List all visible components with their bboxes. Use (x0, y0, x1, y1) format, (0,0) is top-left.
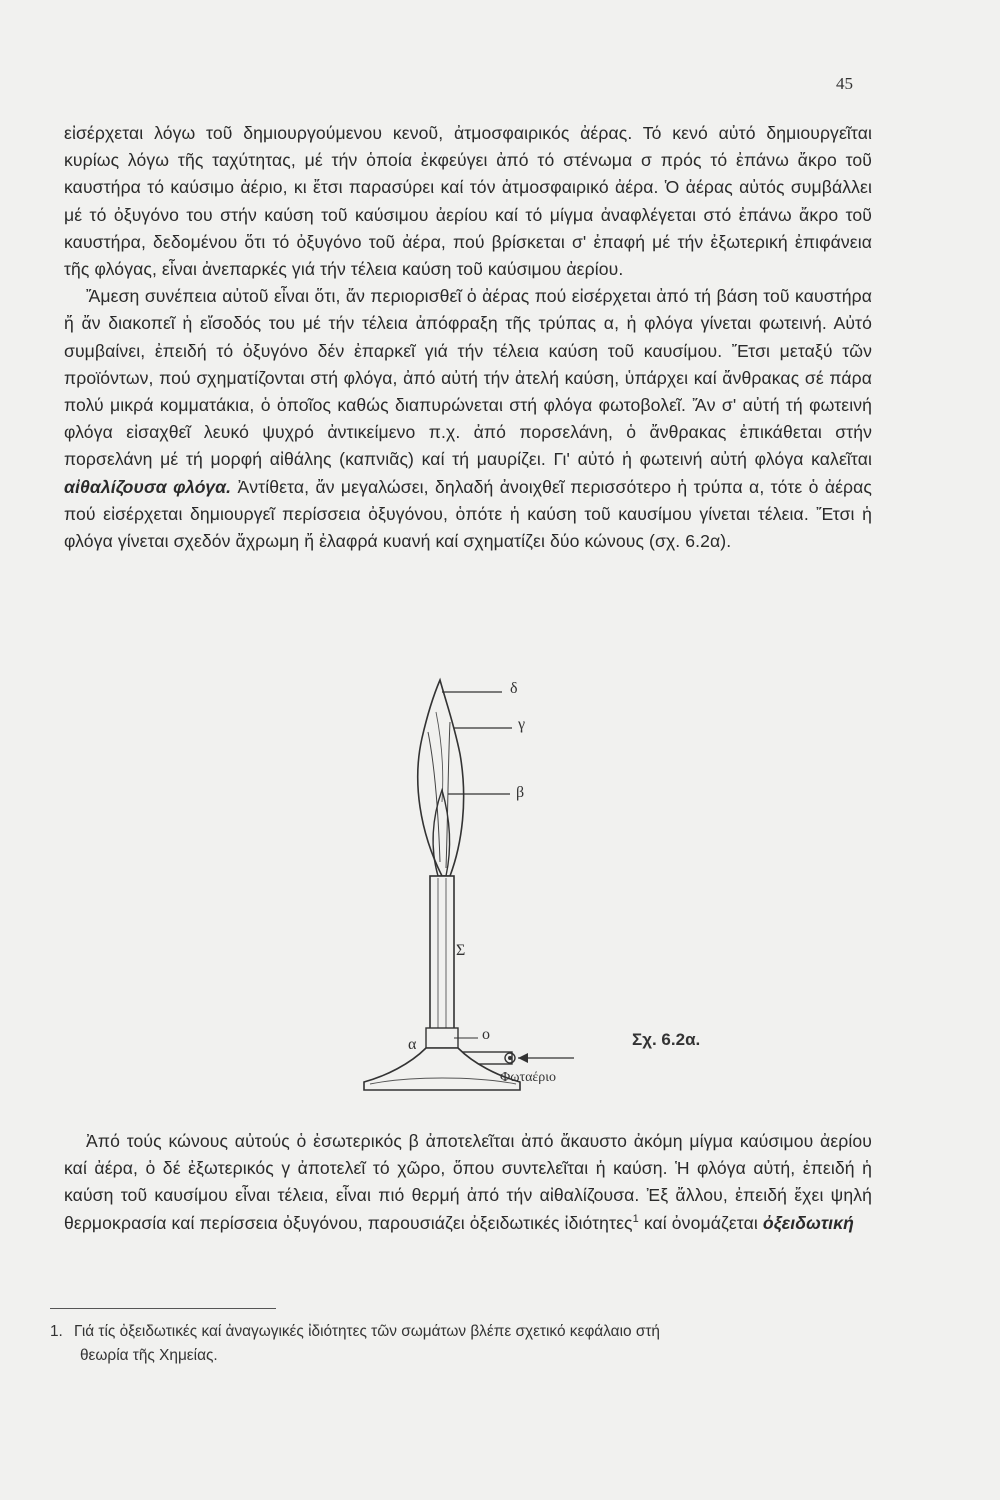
footnote-marker[interactable]: 1 (632, 1212, 639, 1225)
label-sigma: Σ (456, 942, 466, 959)
paragraph-2: Ἄμεση συνέπεια αὐτοῦ εἶναι ὅτι, ἄν περιορισθεῖ ὁ ἀέρας πού εἰσέρχεται ἀπό τή βάση τοῦ καυστήρα ἤ ἄν διακοπεῖ ἡ εἴσοδός του μέ τήν τέλεια ἀπόφραξη τῆς τρύπας α, ἡ φλόγα γίνεται φωτεινή. Αὐτό συμβαίνει, ἐπειδή τό ὀξυγόνο δέν ἐπαρκεῖ γιά τήν τέλεια καύση τοῦ καυσίμου. Ἔτσι μεταξύ τῶν προϊόντων, πού σχηματίζονται στή φλόγα, ἀπό αὐτή τήν ἀτελή καύση, ὑπάρχει καί ἄνθρακας σέ πάρα πολύ μικρά κομματάκια, ὁ ὁποῖος καθώς διαπυρώνεται στή φλόγα φωτοβολεῖ. Ἄν σ' αὐτή τή φωτεινή φλόγα εἰσαχθεῖ λευκό ψυχρό ἀντικείμενο π.χ. ἀπό πορσελάνη, ὁ ἄνθρακας ἐπικάθεται στήν πορσελάνη μέ τή μορφή αἰθάλης (καπνιᾶς) καί τή μαυρίζει. Γι' αὐτό ἡ φωτεινή αὐτή φλόγα καλεῖται αἰθαλίζουσα φλόγα. Ἀντίθετα, ἄν μεγαλώσει, δηλαδή ἀνοιχθεῖ περισσότερο ἡ τρύπα α, τότε ὁ ἀέρας πού εἰσέρχεται δημιουργεῖ περίσσεια ὀξυγόνου, ὁπότε ἡ καύση τοῦ καυσίμου γίνεται τέλεια. Ἔτσι ἡ φλόγα γίνεται σχεδόν ἄχρωμη ἤ ἐλαφρά κυανή καί σχηματίζει δύο κώνους (σχ. 6.2α). (64, 286, 872, 552)
footnote-line-2: θεωρία τῆς Χημείας. (80, 1347, 218, 1364)
figure-caption: Σχ. 6.2α. (632, 1030, 701, 1049)
term-sooty-flame: αἰθαλίζουσα φλόγα. (64, 476, 232, 497)
footnote-number: 1. (50, 1323, 63, 1340)
body-text-top (64, 120, 872, 555)
paragraph-3: Ἀπό τούς κώνους αὐτούς ὁ ἐσωτερικός β ἀποτελεῖται ἀπό ἄκαυστο ἀκόμη μίγμα καύσιμου ἀερίου καί ἀέρα, ὁ δέ ἐξωτερικός γ ἀποτελεῖ τό χῶρο, ὅπου συντελεῖται ἡ καύση. Ἡ φλόγα αὐτή, ἐπειδή ἡ καύση τοῦ καυσίμου εἶναι τέλεια, εἶναι πιό θερμή ἀπό τήν αἰθαλίζουσα. Ἐξ ἄλλου, ἐπειδή ἔχει ψηλή θερμοκρασία καί περίσσεια ὀξυγόνου, παρουσιάζει ὀξειδωτικές ἰδιότητες$^1$ καί ὀνομάζεται ὀξειδωτική (64, 1131, 872, 1233)
flame-streak (428, 732, 440, 862)
label-delta: δ (510, 680, 518, 697)
label-beta: β (516, 784, 525, 801)
paragraph-1: εἰσέρχεται λόγω τοῦ δημιουργούμενου κενοῦ, ἀτμοσφαιρικός ἀέρας. Τό κενό αὐτό δημιουργεῖται κυρίως λόγω τῆς ταχύτητας, μέ τήν ὁποία ἐκφεύγει ἀπό τό στένωμα σ πρός τό ἐπάνω ἄκρο τοῦ καυστήρα τό καύσιμο ἀέριο, κι ἔτσι παρασύρει καί τόν ἀτμοσφαιρικό ἀέρα. Ὁ ἀέρας αὐτός συμβάλλει μέ τό ὀξυγόνο του στήν καύση τοῦ καύσιμου ἀερίου καί τό μίγμα ἀναφλέγεται στό ἐπάνω ἄκρο τοῦ καυστήρα, δεδομένου ὅτι τό ὀξυγόνο τοῦ ἀέρα, πού βρίσκεται σ' ἐπαφή μέ τήν ἐξωτερική ἐπιφάνεια τῆς φλόγας, εἶναι ἀνεπαρκές γιά τήν τέλεια καύση τοῦ καύσιμου ἀερίου. (64, 123, 872, 280)
label-alpha: α (408, 1036, 417, 1053)
gas-inlet-nozzle-center (508, 1056, 512, 1060)
label-omicron: ο (482, 1026, 490, 1043)
air-hole-collar (426, 1028, 458, 1048)
footnote-divider (50, 1308, 276, 1309)
flame-streak (436, 712, 443, 802)
burner-tube (430, 876, 454, 1048)
outer-flame-cone (418, 680, 464, 876)
footnote-line-1: 1. Γιά τίς ὀξειδωτικές καί ἀναγωγικές ἰδιότητες τῶν σωμάτων βλέπε σχετικό κεφάλαιο στή (50, 1320, 872, 1344)
term-oxidizing: ὀξειδωτική (762, 1212, 855, 1233)
page-number: 45 (836, 74, 853, 93)
label-gamma: γ (518, 716, 526, 733)
footnote (50, 1320, 872, 1368)
gas-arrow-head (518, 1053, 528, 1063)
body-text-bottom (64, 1128, 872, 1237)
label-gas: Φωταέριο (500, 1070, 557, 1085)
